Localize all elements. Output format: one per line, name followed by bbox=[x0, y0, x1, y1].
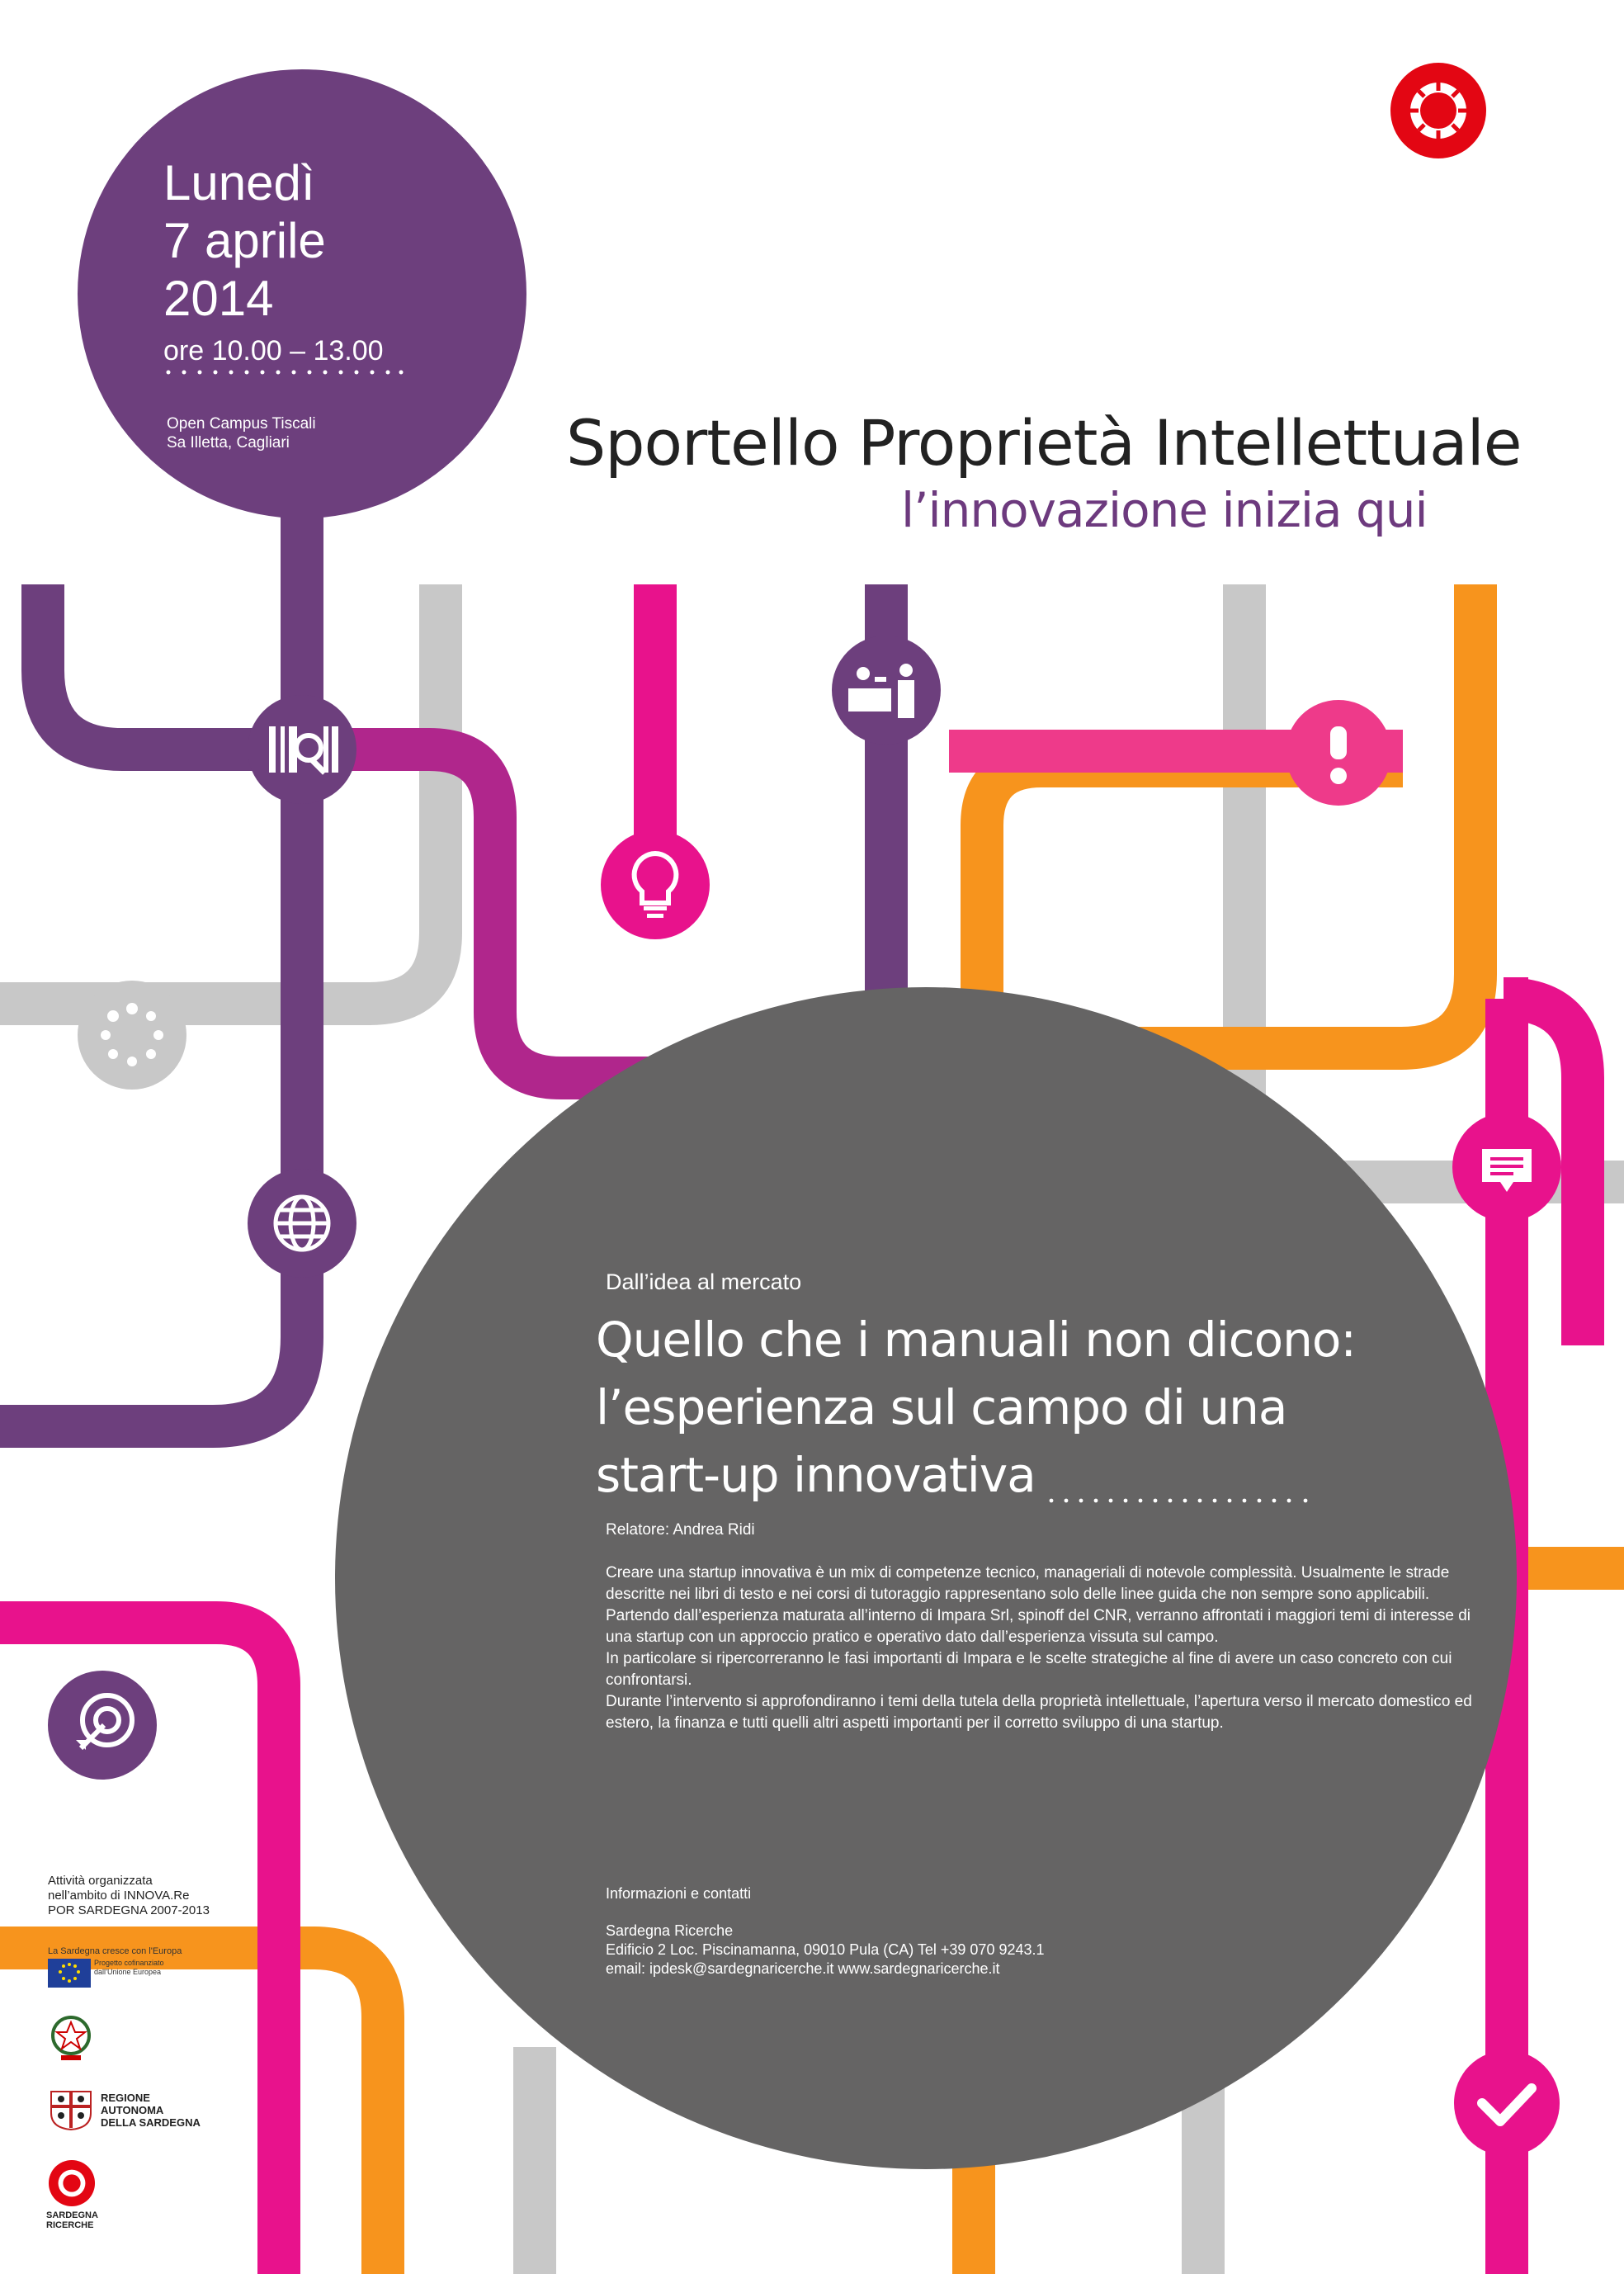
sr-line: RICERCHE bbox=[46, 2220, 94, 2230]
dotted-divider bbox=[1048, 1496, 1312, 1506]
contacts-block bbox=[606, 1922, 1045, 1979]
ras-line: REGIONE bbox=[101, 2092, 150, 2104]
date-circle bbox=[78, 69, 526, 518]
talk-headline-line: l’esperienza sul campo di una bbox=[596, 1379, 1287, 1435]
contacts-title: Informazioni e contatti bbox=[606, 1885, 752, 1902]
organizer-line: Attività organizzata bbox=[48, 1874, 153, 1888]
eu-flag-icon bbox=[48, 1959, 91, 1988]
grey-line-left bbox=[0, 584, 441, 1004]
eu-note-line: dall’Unione Europea bbox=[94, 1968, 162, 1976]
talk-paragraph: In particolare si ripercorreranno le fasi importanti di Impara e le scelte strategiche al fine di avere un caso concreto con cui confrontarsi. bbox=[606, 1650, 1452, 1689]
station-target bbox=[48, 1671, 157, 1780]
station-lightbulb bbox=[601, 830, 710, 939]
contacts-address: Edificio 2 Loc. Piscinamanna, 09010 Pula (CA) Tel +39 070 9243.1 bbox=[606, 1941, 1045, 1958]
venue-address: Sa Illetta, Cagliari bbox=[167, 434, 290, 451]
talk-paragraph: Partendo dall’esperienza maturata all’interno di Impara Srl, spinoff del CNR, verranno affrontati i maggiori temi di interesse di una startup con un approccio pratico e operativo dato dall’esperienza vissuta sul campo. bbox=[606, 1607, 1471, 1646]
eu-slogan: La Sardegna cresce con l'Europa bbox=[48, 1946, 182, 1956]
organizer-line: POR SARDEGNA 2007-2013 bbox=[48, 1903, 210, 1917]
event-day: Lunedì bbox=[163, 155, 315, 210]
event-date: 7 aprile bbox=[163, 213, 326, 268]
page-subtitle: l’innovazione inizia qui bbox=[901, 482, 1428, 538]
talk-headline-line: start-up innovativa bbox=[596, 1447, 1036, 1503]
talk-headline-line: Quello che i manuali non dicono: bbox=[596, 1312, 1356, 1368]
station-reception bbox=[832, 636, 941, 745]
contacts-email-web[interactable]: email: ipdesk@sardegnaricerche.it www.sardegnaricerche.it bbox=[606, 1960, 1000, 1977]
talk-description bbox=[606, 1562, 1480, 1734]
page-title: Sportello Proprietà Intellettuale bbox=[566, 406, 1522, 480]
eu-note-line: Progetto cofinanziato bbox=[94, 1959, 164, 1967]
talk-paragraph: Durante l’intervento si approfondiranno i temi della tutela della proprietà intellettuale, l’apertura verso il mercato domestico ed estero, la finanza e tutti quelli altri aspetti importanti per il corretto sviluppo di una startup. bbox=[606, 1693, 1472, 1732]
station-chat bbox=[1452, 1113, 1561, 1222]
station-barcode bbox=[248, 695, 356, 804]
sardegna-ricerche-sun-icon bbox=[1389, 61, 1488, 160]
contacts-org: Sardegna Ricerche bbox=[606, 1922, 734, 1939]
event-hours: ore 10.00 – 13.00 bbox=[163, 335, 384, 366]
sr-line: SARDEGNA bbox=[46, 2210, 98, 2220]
station-exclamation bbox=[1286, 700, 1391, 806]
event-year: 2014 bbox=[163, 271, 274, 326]
regione-sardegna-label bbox=[101, 2092, 201, 2129]
ras-line: AUTONOMA bbox=[101, 2104, 164, 2116]
regione-sardegna-emblem-icon bbox=[48, 2088, 94, 2131]
talk-paragraph: Creare una startup innovativa è un mix di competenze tecnico, manageriali di notevole complessità. Usualmente le strade descritte nei libri di testo e nei corsi di tutoraggio rappresentano solo delle linee guida che non sempre sono applicabili. bbox=[606, 1564, 1450, 1603]
sardegna-ricerche-sun-icon bbox=[48, 2159, 96, 2207]
organizer-line: nell’ambito di INNOVA.Re bbox=[48, 1889, 190, 1903]
talk-kicker: Dall’idea al mercato bbox=[606, 1269, 802, 1294]
eu-cofinance-note bbox=[94, 1959, 226, 1977]
sardegna-ricerche-label bbox=[46, 2210, 98, 2230]
station-checkmark bbox=[1454, 2050, 1560, 2156]
dotted-divider bbox=[165, 366, 404, 378]
italian-republic-emblem-icon bbox=[48, 2011, 94, 2064]
station-globe bbox=[248, 1169, 356, 1278]
talk-speaker: Relatore: Andrea Ridi bbox=[606, 1521, 755, 1539]
organizer-note bbox=[48, 1874, 210, 1918]
station-spinner bbox=[78, 981, 186, 1090]
ras-line: DELLA SARDEGNA bbox=[101, 2116, 201, 2129]
venue-name: Open Campus Tiscali bbox=[167, 415, 316, 433]
